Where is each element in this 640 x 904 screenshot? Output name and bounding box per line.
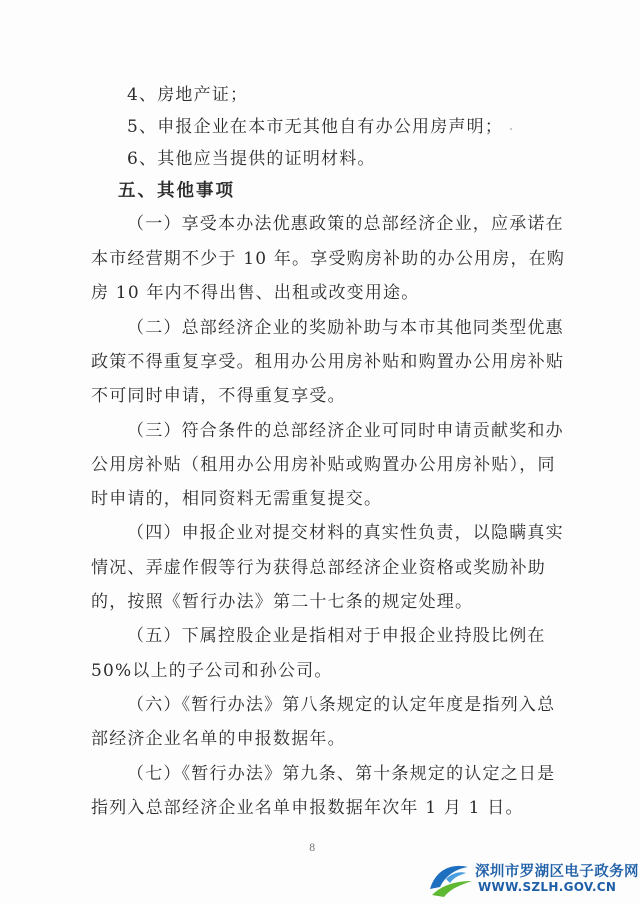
paragraph-5-line-2: 50%以上的子公司和孙公司。 [91, 661, 333, 681]
paragraph-4-line-3: 的，按照《暂行办法》第二十七条的规定处理。 [91, 592, 474, 612]
watermark-url: WWW.SZLH.GOV.CN [478, 880, 617, 894]
paragraph-3-line-1: （三）符合条件的总部经济企业可同时申请贡献奖和办 [127, 421, 564, 441]
list-item-6: 6、其他应当提供的证明材料。 [127, 149, 376, 169]
paragraph-6-line-2: 部经济企业名单的申报数据年。 [91, 729, 346, 749]
paragraph-3-line-2: 公用房补贴（租用办公用房补贴或购置办公用房补贴），同 [91, 455, 556, 475]
paragraph-7-line-1: （七）《暂行办法》第九条、第十条规定的认定之日是 [127, 764, 556, 784]
paragraph-6-line-1: （六）《暂行办法》第八条规定的认定年度是指列入总 [127, 695, 556, 715]
paragraph-3-line-3: 时申请的，相同资料无需重复提交。 [91, 489, 383, 509]
paragraph-4-line-1: （四）申报企业对提交材料的真实性负责，以隐瞒真实 [127, 523, 564, 543]
scan-speck [510, 128, 512, 130]
watermark-title: 深圳市罗湖区电子政务网 [475, 864, 639, 880]
paragraph-1-line-2: 本市经营期不少于 10 年。享受购房补助的办公用房，在购 [91, 249, 566, 269]
site-watermark [426, 855, 640, 904]
list-item-4: 4、房地产证； [127, 85, 249, 105]
paragraph-2-line-1: （二）总部经济企业的奖励补助与本市其他同类型优惠 [127, 318, 564, 338]
paragraph-1-line-3: 房 10 年内不得出售、出租或改变用途。 [91, 283, 420, 303]
paragraph-2-line-2: 政策不得重复享受。租用办公用房补贴和购置办公用房补贴 [91, 352, 565, 372]
paragraph-4-line-2: 情况、弄虚作假等行为获得总部经济企业资格或奖励补助 [91, 558, 546, 578]
section-heading: 五、其他事项 [118, 181, 235, 201]
paragraph-7-line-2: 指列入总部经济企业名单申报数据年次年 1 月 1 日。 [91, 798, 524, 818]
page-number: 8 [309, 843, 316, 854]
paragraph-2-line-3: 不可同时申请，不得重复享受。 [91, 386, 346, 406]
paragraph-1-line-1: （一）享受本办法优惠政策的总部经济企业，应承诺在 [127, 214, 564, 234]
list-item-5: 5、申报企业在本市无其他自有办公用房声明； [127, 117, 504, 137]
szlh-logo-icon [426, 859, 474, 899]
paragraph-5-line-1: （五）下属控股企业是指相对于申报企业持股比例在 [127, 626, 546, 646]
